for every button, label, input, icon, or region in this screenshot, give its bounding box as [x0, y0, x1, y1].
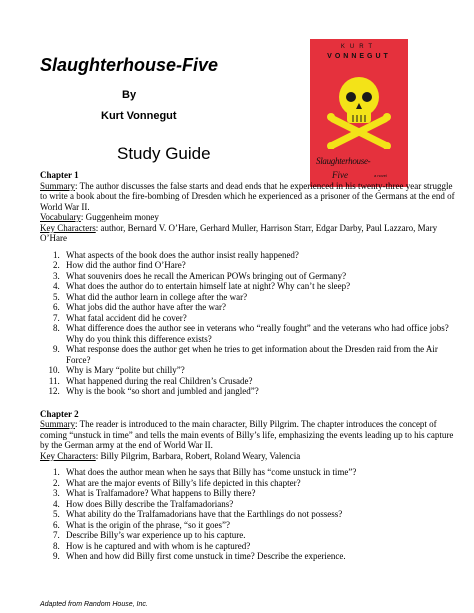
- chapter-summary: [40, 181, 458, 213]
- question-item: 12. Why is the book “so short and jumbled and jangled”?: [62, 386, 458, 397]
- key-characters-label: Key Characters: [40, 450, 96, 461]
- question-item: 5. What ability do the Tralfamadorians have that the Earthlings do not possess?: [62, 509, 458, 520]
- chapter-key-characters: [40, 451, 458, 462]
- question-item: 1. What aspects of the book does the author insist really happened?: [62, 250, 458, 261]
- chapter-summary: [40, 419, 458, 451]
- question-item: 3. What is Tralfamadore? What happens to Billy there?: [62, 488, 458, 499]
- question-item: 3. What souvenirs does he recall the American POWs bringing out of Germany?: [62, 271, 458, 282]
- question-item: 11. What happened during the real Children’s Crusade?: [62, 376, 458, 387]
- study-guide-heading: Study Guide: [117, 144, 211, 163]
- question-item: 1. What does the author mean when he says that Billy has “come unstuck in time”?: [62, 467, 458, 478]
- cover-title-line2: Five: [332, 170, 348, 180]
- cover-title-line1: Slaughterhouse-: [316, 156, 371, 166]
- question-item: 9. What response does the author get when he tries to get information about the Dresden raid from the Air Force?: [62, 344, 458, 365]
- book-cover-image: [310, 39, 408, 187]
- chapter-key-characters: [40, 223, 458, 244]
- vocabulary-label: Vocabulary: [40, 212, 81, 222]
- chapter-vocabulary: [40, 212, 458, 223]
- author-name: Kurt Vonnegut: [101, 110, 177, 122]
- key-characters-label: Key Characters: [40, 222, 96, 233]
- skull-and-crossbones-icon: [327, 75, 391, 149]
- byline-by: By: [122, 89, 137, 101]
- chapter-section: [40, 170, 458, 397]
- question-item: 2. What are the major events of Billy’s life depicted in this chapter?: [62, 478, 458, 489]
- question-item: 7. What fatal accident did he cover?: [62, 313, 458, 324]
- question-list: [40, 250, 458, 397]
- question-item: 10. Why is Mary “polite but chilly”?: [62, 365, 458, 376]
- key-characters-text: : author, Bernard V. O’Hare, Gerhard Muller, Harrison Starr, Edgar Darby, Paul Lazzaro, Mary O’Hare: [40, 222, 438, 243]
- chapter-heading: Chapter 2: [40, 408, 79, 419]
- question-item: 5. What did the author learn in college after the war?: [62, 292, 458, 303]
- chapter-heading: Chapter 1: [40, 170, 79, 180]
- question-item: 4. What does the author do to entertain himself late at night? Why can’t he sleep?: [62, 281, 458, 292]
- cover-author-first: KURT: [340, 44, 378, 50]
- question-item: 4. How does Billy describe the Tralfamadorians?: [62, 499, 458, 510]
- question-list: [40, 467, 458, 562]
- question-item: 2. How did the author find O’Hare?: [62, 260, 458, 271]
- question-item: 8. What difference does the author see in veterans who “really fought” and the veterans who had office jobs? Why do you think this difference exists?: [62, 323, 458, 344]
- question-item: 8. How is he captured and with whom is he captured?: [62, 541, 458, 552]
- question-item: 6. What is the origin of the phrase, “so it goes”?: [62, 520, 458, 531]
- study-guide-body: [40, 170, 458, 562]
- summary-text: : The reader is introduced to the main character, Billy Pilgrim. The chapter introduces the concept of coming “unstuck in time” and tells the main events of Billy’s life, emphasizing the events leading up to his capture by the German army at the end of World War II.: [40, 419, 454, 450]
- question-item: 9. When and how did Billy first come unstuck in time? Describe the experience.: [62, 551, 458, 562]
- cover-tagline: a novel: [374, 173, 387, 178]
- vocabulary-text: : Guggenheim money: [80, 212, 159, 222]
- summary-label: Summary: [40, 419, 75, 429]
- cover-author-last: VONNEGUT: [327, 53, 391, 60]
- question-item: 6. What jobs did the author have after the war?: [62, 302, 458, 313]
- document-title: Slaughterhouse-Five: [40, 55, 219, 75]
- summary-label: Summary: [40, 180, 75, 191]
- chapter-section: [40, 409, 458, 562]
- source-footer: Adapted from Random House, Inc.: [40, 601, 148, 608]
- question-item: 7. Describe Billy’s war experience up to his capture.: [62, 530, 458, 541]
- key-characters-text: : Billy Pilgrim, Barbara, Robert, Roland Weary, Valencia: [95, 450, 301, 461]
- summary-text: : The author discusses the false starts and dead ends that he experienced in his twenty-three year struggle to write a book about the fire-bombing of Dresden which he experienced as a prisoner of the Germans at the end of World War II.: [40, 180, 455, 212]
